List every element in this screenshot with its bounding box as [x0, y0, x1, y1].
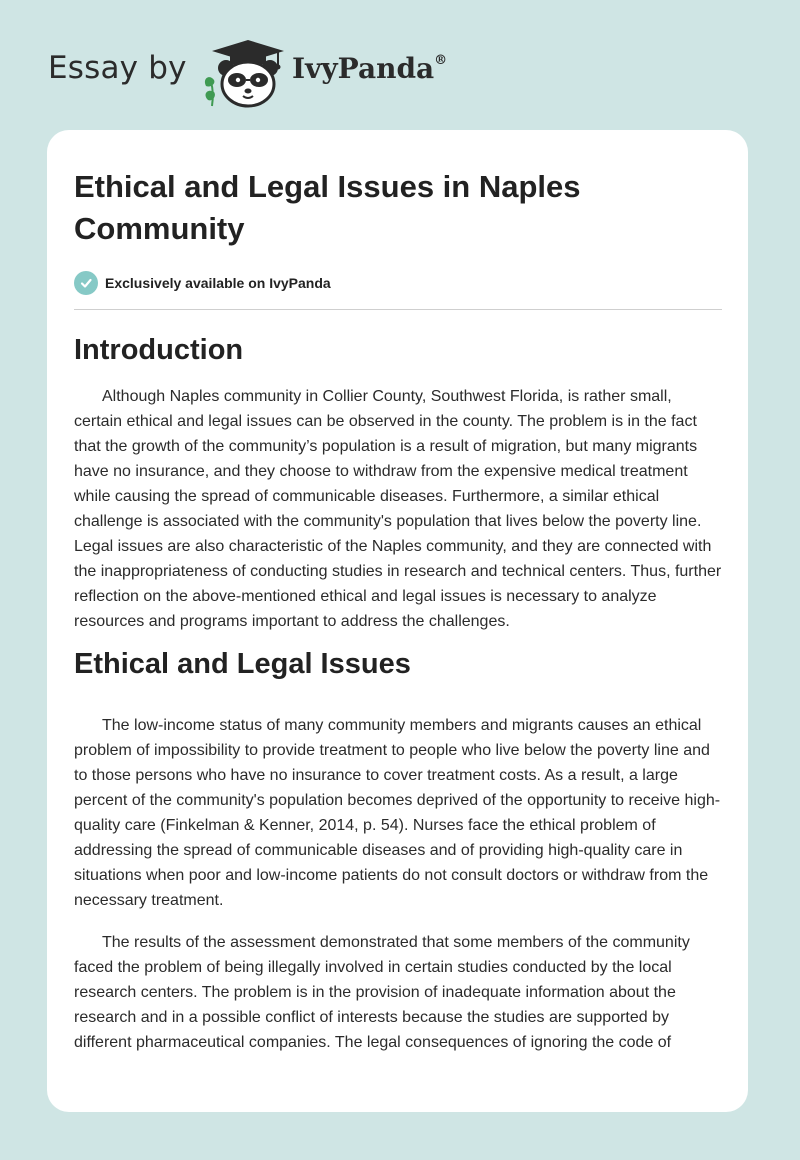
- exclusive-badge-label: Exclusively available on IvyPanda: [105, 275, 331, 291]
- exclusive-badge: [74, 269, 724, 297]
- paragraph: The results of the assessment demonstrated that some members of the community faced the problem of being illegally involved in certain studies conducted by the local research centers. The problem is in the provision of inadequate information about the research and in a possible conflict of interests because the studies are supported by different pharmaceutical companies. The legal consequences of ignoring the code of: [74, 934, 690, 1051]
- section-heading-introduction: Introduction: [74, 334, 244, 366]
- brand-name[interactable]: IvyPanda®: [292, 52, 448, 85]
- essay-by-label: Essay by: [48, 50, 187, 86]
- paragraph: Although Naples community in Collier County, Southwest Florida, is rather small, certain ethical and legal issues can be observed in the county. The problem is in the fact that the growth of the community’s population is a result of migration, but many migrants have no insurance, and they choose to withdraw from the expensive medical treatment while causing the spread of communicable diseases. Furthermore, a similar ethical challenge is associated with the community's population that lives below the poverty line. Legal issues are also characteristic of the Naples community, and they are connected with the inappropriateness of conducting studies in research and technical centers. Thus, further reflection on the above-mentioned ethical and legal issues is necessary to analyze resources and programs important to address the challenges.: [74, 388, 722, 630]
- paragraph: The low-income status of many community members and migrants causes an ethical problem of impossibility to provide treatment to people who live below the poverty line and to those persons who have no insurance to cover treatment costs. As a result, a large percent of the community's population becomes deprived of the opportunity to receive high-quality care (Finkelman & Kenner, 2014, p. 54). Nurses face the ethical problem of addressing the spread of communicable diseases and of providing high-quality care in situations when poor and low-income patients do not consult doctors or withdraw from the necessary treatment.: [74, 717, 721, 909]
- site-header: [48, 30, 508, 110]
- essay-title: Ethical and Legal Issues in Naples Community: [74, 169, 581, 246]
- panda-logo-icon[interactable]: [200, 34, 288, 110]
- essay-content: [74, 130, 724, 1055]
- essay-card: [47, 130, 748, 1112]
- check-icon: [74, 271, 98, 295]
- section-heading-ethical-legal-issues: Ethical and Legal Issues: [74, 648, 411, 680]
- registered-mark: ®: [434, 52, 448, 68]
- divider: [74, 309, 722, 310]
